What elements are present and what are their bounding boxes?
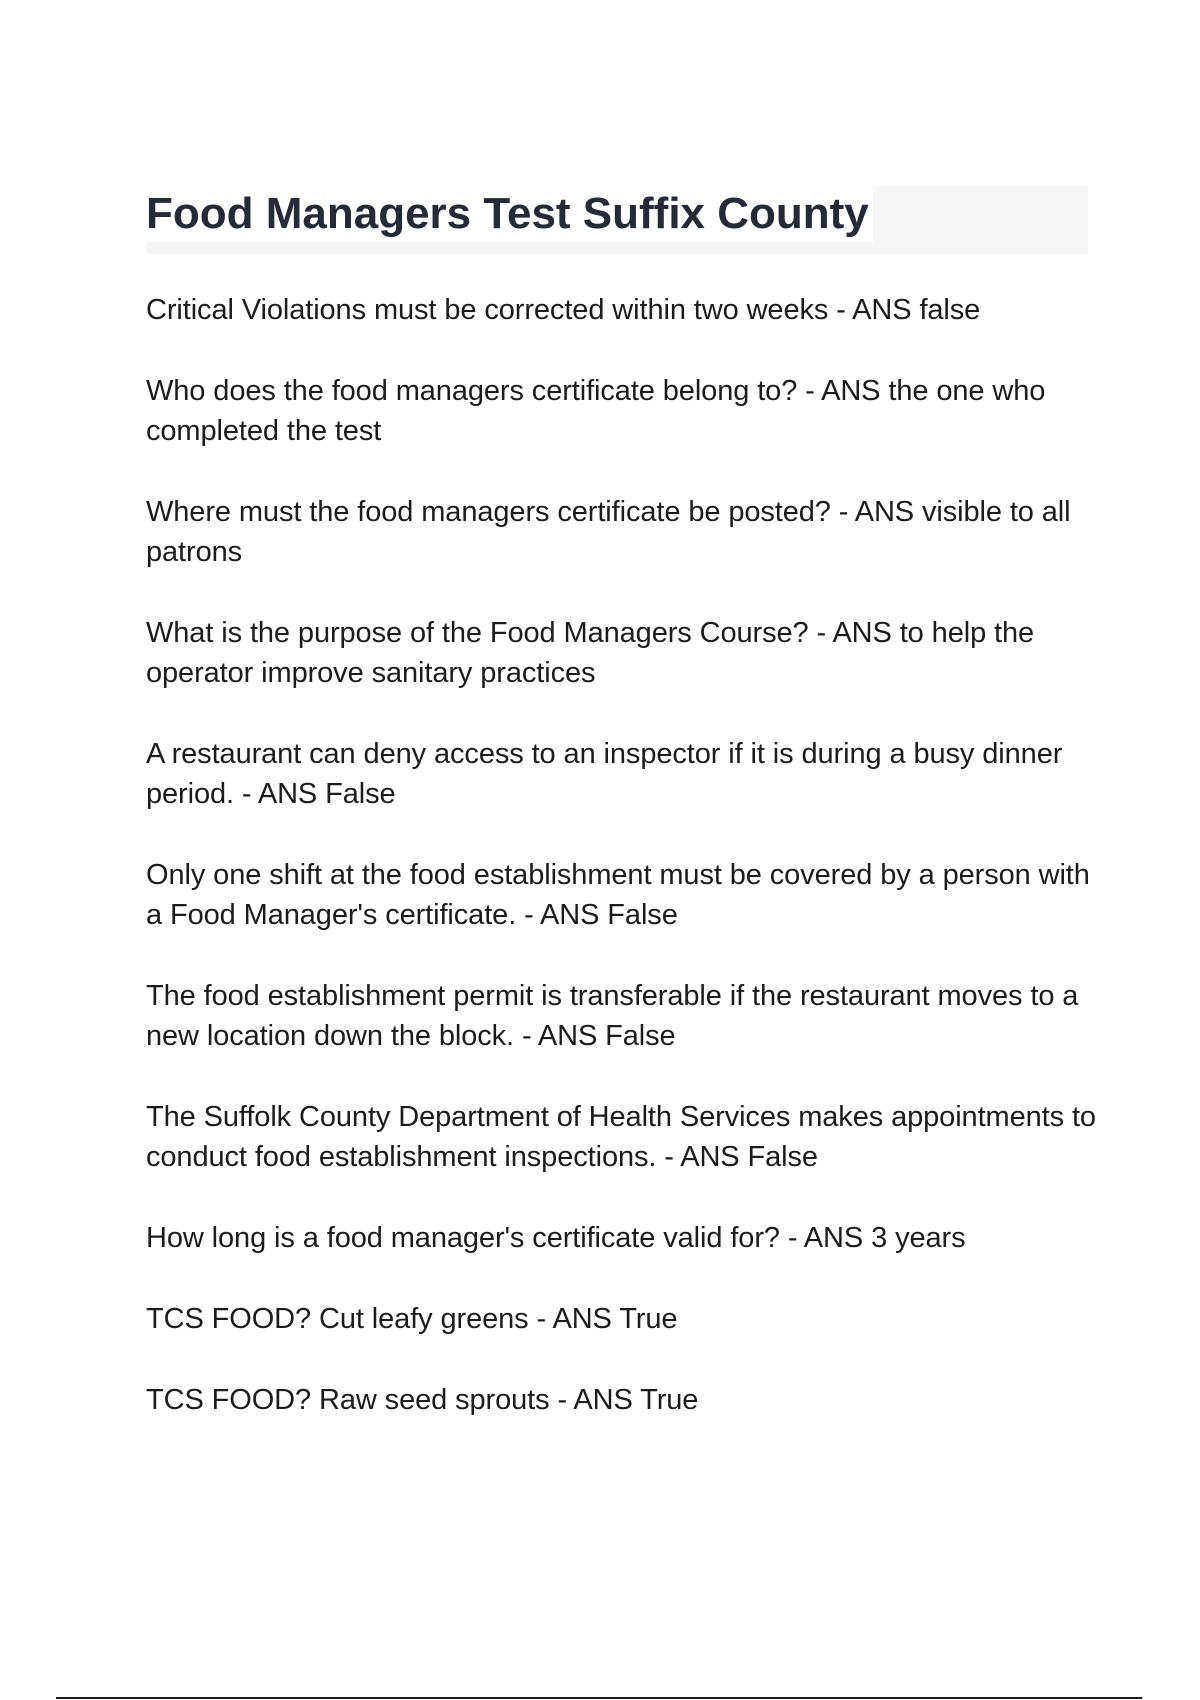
question-item: Critical Violations must be corrected within two weeks - ANS false (146, 294, 981, 326)
page-title: Food Managers Test Suffix County (146, 186, 873, 242)
question-item: A restaurant can deny access to an inspector if it is during a busy dinner period. - ANS False (146, 738, 1063, 810)
question-item: The food establishment permit is transferable if the restaurant moves to a new location down the block. - ANS False (146, 980, 1079, 1052)
question-item: Only one shift at the food establishment must be covered by a person with a Food Manager's certificate. - ANS False (146, 859, 1090, 931)
question-item: TCS FOOD? Raw seed sprouts - ANS True (146, 1384, 699, 1416)
question-item: Who does the food managers certificate belong to? - ANS the one who completed the test (146, 375, 1046, 447)
question-item: What is the purpose of the Food Managers Course? - ANS to help the operator improve sanitary practices (146, 617, 1035, 689)
footer-divider (56, 1697, 1142, 1699)
question-item: The Suffolk County Department of Health Services makes appointments to conduct food establishment inspections. - ANS False (146, 1101, 1096, 1173)
question-item: How long is a food manager's certificate valid for? - ANS 3 years (146, 1222, 966, 1254)
question-item: TCS FOOD? Cut leafy greens - ANS True (146, 1303, 678, 1335)
question-list (146, 290, 1096, 1461)
question-item: Where must the food managers certificate be posted? - ANS visible to all patrons (146, 496, 1071, 568)
